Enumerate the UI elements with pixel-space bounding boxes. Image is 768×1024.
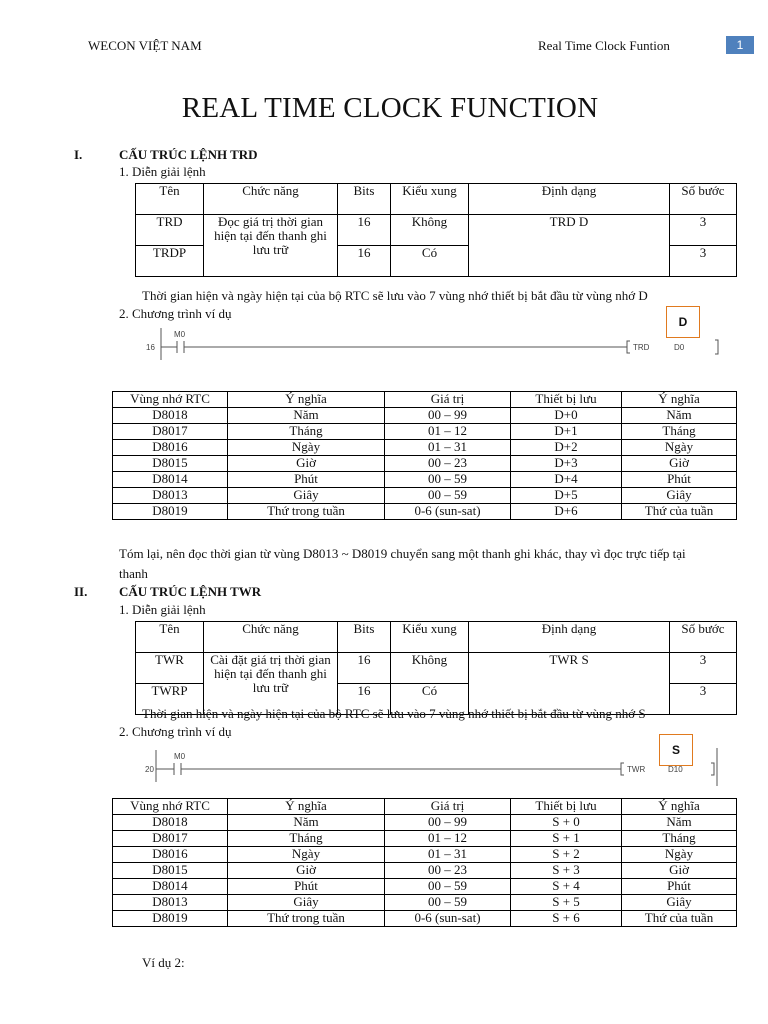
table-cell: Giờ bbox=[622, 456, 737, 472]
table-cell: 00 – 59 bbox=[385, 895, 511, 911]
table-cell: Không bbox=[391, 653, 469, 684]
table-cell: Năm bbox=[622, 815, 737, 831]
table-cell: 3 bbox=[670, 684, 737, 715]
table-cell: 00 – 59 bbox=[385, 488, 511, 504]
section-1-summary: Tóm lại, nên đọc thời gian từ vùng D8013 ~ D8019 chuyển sang một thanh ghi khác, thay vì đọc trực tiếp tại bbox=[119, 546, 686, 561]
table-cell: 3 bbox=[670, 246, 737, 277]
section-1-sub1: 1. Diễn giải lệnh bbox=[119, 164, 206, 179]
table-row bbox=[113, 488, 737, 504]
ladder-step-number: 16 bbox=[146, 343, 155, 352]
table-cell: Năm bbox=[228, 408, 385, 424]
table-cell: Phút bbox=[622, 472, 737, 488]
table-header: Tên bbox=[136, 184, 204, 215]
table-cell: D8019 bbox=[113, 911, 228, 927]
table-header: Chức năng bbox=[204, 184, 338, 215]
table-row bbox=[136, 653, 737, 684]
page-number-badge: 1 bbox=[726, 36, 754, 54]
header-doc-title: Real Time Clock Funtion bbox=[538, 38, 670, 53]
table-cell: TRD D bbox=[469, 215, 670, 277]
table-cell: Thứ trong tuần bbox=[228, 911, 385, 927]
table-cell: Ngày bbox=[622, 847, 737, 863]
section-1-note: Thời gian hiện và ngày hiện tại của bộ RTC sẽ lưu vào 7 vùng nhớ thiết bị bắt đầu từ vùng nhớ D bbox=[142, 288, 648, 303]
trd-rtc-table bbox=[112, 391, 737, 520]
table-cell: S + 3 bbox=[511, 863, 622, 879]
table-cell: 3 bbox=[670, 215, 737, 246]
ladder-contact-label: M0 bbox=[174, 752, 186, 761]
table-header-row bbox=[113, 799, 737, 815]
table-header: Số bước bbox=[670, 184, 737, 215]
table-row bbox=[113, 847, 737, 863]
table-row bbox=[113, 424, 737, 440]
table-cell: Giây bbox=[622, 895, 737, 911]
table-header: Ý nghĩa bbox=[622, 799, 737, 815]
table-cell: 0-6 (sun-sat) bbox=[385, 504, 511, 520]
table-cell: Tháng bbox=[228, 831, 385, 847]
table-row bbox=[113, 879, 737, 895]
table-cell: 01 – 31 bbox=[385, 847, 511, 863]
table-cell: 01 – 31 bbox=[385, 440, 511, 456]
table-cell: 16 bbox=[338, 653, 391, 684]
table-cell: D8017 bbox=[113, 831, 228, 847]
table-cell: Phút bbox=[622, 879, 737, 895]
ladder-diagram-trd bbox=[140, 326, 740, 366]
table-cell: 16 bbox=[338, 215, 391, 246]
table-header: Chức năng bbox=[204, 622, 338, 653]
table-header: Giá trị bbox=[385, 799, 511, 815]
table-header-row bbox=[113, 392, 737, 408]
ladder-operand: D0 bbox=[674, 343, 685, 352]
table-cell: TRD bbox=[136, 215, 204, 246]
table-cell: D8014 bbox=[113, 472, 228, 488]
table-cell: Giờ bbox=[622, 863, 737, 879]
table-row bbox=[113, 440, 737, 456]
table-header: Ý nghĩa bbox=[228, 392, 385, 408]
table-cell: S + 0 bbox=[511, 815, 622, 831]
table-cell: S + 6 bbox=[511, 911, 622, 927]
table-cell: D+3 bbox=[511, 456, 622, 472]
table-cell: Cài đặt giá trị thời gian hiện tại đến thanh ghi lưu trữ bbox=[204, 653, 338, 715]
table-header: Định dạng bbox=[469, 184, 670, 215]
table-cell: Tháng bbox=[622, 424, 737, 440]
ladder-operand: D10 bbox=[668, 765, 683, 774]
example-2-label: Ví dụ 2: bbox=[142, 955, 185, 970]
table-header: Vùng nhớ RTC bbox=[113, 392, 228, 408]
table-cell: D8015 bbox=[113, 456, 228, 472]
table-cell: S + 5 bbox=[511, 895, 622, 911]
table-header: Số bước bbox=[670, 622, 737, 653]
twr-command-table bbox=[135, 621, 737, 715]
table-row bbox=[113, 456, 737, 472]
table-cell: D+6 bbox=[511, 504, 622, 520]
table-header: Vùng nhớ RTC bbox=[113, 799, 228, 815]
table-cell: D8016 bbox=[113, 847, 228, 863]
table-cell: Phút bbox=[228, 879, 385, 895]
table-cell: Giây bbox=[622, 488, 737, 504]
table-header-row bbox=[136, 184, 737, 215]
table-cell: D8014 bbox=[113, 879, 228, 895]
table-cell: Thứ của tuần bbox=[622, 911, 737, 927]
table-cell: D8019 bbox=[113, 504, 228, 520]
table-cell: TWR bbox=[136, 653, 204, 684]
table-cell: 00 – 59 bbox=[385, 879, 511, 895]
table-cell: Phút bbox=[228, 472, 385, 488]
table-header: Thiết bị lưu bbox=[511, 799, 622, 815]
table-cell: S + 4 bbox=[511, 879, 622, 895]
section-2-sub1: 1. Diễn giải lệnh bbox=[119, 602, 206, 617]
table-header: Kiểu xung bbox=[391, 184, 469, 215]
operand-callout-d: D bbox=[666, 306, 700, 338]
table-header: Thiết bị lưu bbox=[511, 392, 622, 408]
table-cell: Có bbox=[391, 684, 469, 715]
section-1-summary-cont: thanh bbox=[119, 566, 148, 581]
section-2-note: Thời gian hiện và ngày hiện tại của bộ RTC sẽ lưu vào 7 vùng nhớ thiết bị bắt đầu từ vùng nhớ S bbox=[142, 706, 646, 721]
table-cell: D8018 bbox=[113, 408, 228, 424]
table-cell: 00 – 99 bbox=[385, 408, 511, 424]
ladder-instruction: TWR bbox=[627, 765, 646, 774]
table-cell: Ngày bbox=[622, 440, 737, 456]
page-title: REAL TIME CLOCK FUNCTION bbox=[181, 92, 599, 124]
table-cell: Năm bbox=[228, 815, 385, 831]
section-1-sub2: 2. Chương trình ví dụ bbox=[119, 306, 232, 321]
table-cell: S + 2 bbox=[511, 847, 622, 863]
table-header: Ý nghĩa bbox=[228, 799, 385, 815]
table-cell: TRDP bbox=[136, 246, 204, 277]
table-cell: Thứ trong tuần bbox=[228, 504, 385, 520]
table-cell: D8016 bbox=[113, 440, 228, 456]
table-header: Bits bbox=[338, 184, 391, 215]
table-cell: Có bbox=[391, 246, 469, 277]
table-cell: Ngày bbox=[228, 440, 385, 456]
table-cell: TWRP bbox=[136, 684, 204, 715]
table-row bbox=[113, 911, 737, 927]
table-cell: 00 – 23 bbox=[385, 456, 511, 472]
table-cell: D8013 bbox=[113, 895, 228, 911]
section-1-title: CẤU TRÚC LỆNH TRD bbox=[119, 147, 258, 162]
table-header: Tên bbox=[136, 622, 204, 653]
table-row bbox=[113, 831, 737, 847]
header-company: WECON VIỆT NAM bbox=[88, 38, 202, 53]
table-cell: TWR S bbox=[469, 653, 670, 715]
table-cell: D+2 bbox=[511, 440, 622, 456]
table-cell: 00 – 99 bbox=[385, 815, 511, 831]
table-cell: D8013 bbox=[113, 488, 228, 504]
table-cell: S + 1 bbox=[511, 831, 622, 847]
table-cell: 3 bbox=[670, 653, 737, 684]
section-2-number: II. bbox=[74, 584, 88, 599]
table-cell: Năm bbox=[622, 408, 737, 424]
table-header: Giá trị bbox=[385, 392, 511, 408]
table-cell: 16 bbox=[338, 246, 391, 277]
table-row bbox=[136, 215, 737, 246]
table-row bbox=[113, 504, 737, 520]
ladder-contact-label: M0 bbox=[174, 330, 186, 339]
table-cell: 01 – 12 bbox=[385, 424, 511, 440]
section-1-number: I. bbox=[74, 147, 83, 162]
table-header-row bbox=[136, 622, 737, 653]
section-2-sub2: 2. Chương trình ví dụ bbox=[119, 724, 232, 739]
table-cell: Giây bbox=[228, 488, 385, 504]
table-cell: Ngày bbox=[228, 847, 385, 863]
table-cell: 00 – 59 bbox=[385, 472, 511, 488]
table-cell: D8015 bbox=[113, 863, 228, 879]
ladder-diagram-twr bbox=[140, 748, 740, 788]
table-cell: Đọc giá trị thời gian hiện tại đến thanh ghi lưu trữ bbox=[204, 215, 338, 277]
ladder-step-number: 20 bbox=[145, 765, 154, 774]
section-2-title: CẤU TRÚC LỆNH TWR bbox=[119, 584, 262, 599]
table-cell: Không bbox=[391, 215, 469, 246]
table-cell: Giờ bbox=[228, 863, 385, 879]
operand-callout-s: S bbox=[659, 734, 693, 766]
table-cell: 00 – 23 bbox=[385, 863, 511, 879]
table-cell: D+4 bbox=[511, 472, 622, 488]
table-cell: D+5 bbox=[511, 488, 622, 504]
trd-command-table bbox=[135, 183, 737, 277]
table-cell: D8018 bbox=[113, 815, 228, 831]
table-cell: Tháng bbox=[228, 424, 385, 440]
ladder-instruction: TRD bbox=[633, 343, 650, 352]
table-header: Kiểu xung bbox=[391, 622, 469, 653]
twr-rtc-table bbox=[112, 798, 737, 927]
table-cell: D+1 bbox=[511, 424, 622, 440]
table-row bbox=[113, 895, 737, 911]
table-cell: 01 – 12 bbox=[385, 831, 511, 847]
table-cell: D+0 bbox=[511, 408, 622, 424]
table-cell: Thứ của tuần bbox=[622, 504, 737, 520]
table-cell: Tháng bbox=[622, 831, 737, 847]
table-cell: 16 bbox=[338, 684, 391, 715]
table-header: Ý nghĩa bbox=[622, 392, 737, 408]
table-header: Định dạng bbox=[469, 622, 670, 653]
table-cell: Giờ bbox=[228, 456, 385, 472]
table-row bbox=[113, 815, 737, 831]
table-row bbox=[113, 472, 737, 488]
table-cell: Giây bbox=[228, 895, 385, 911]
table-row bbox=[113, 408, 737, 424]
table-header: Bits bbox=[338, 622, 391, 653]
table-row bbox=[113, 863, 737, 879]
table-cell: 0-6 (sun-sat) bbox=[385, 911, 511, 927]
table-cell: D8017 bbox=[113, 424, 228, 440]
